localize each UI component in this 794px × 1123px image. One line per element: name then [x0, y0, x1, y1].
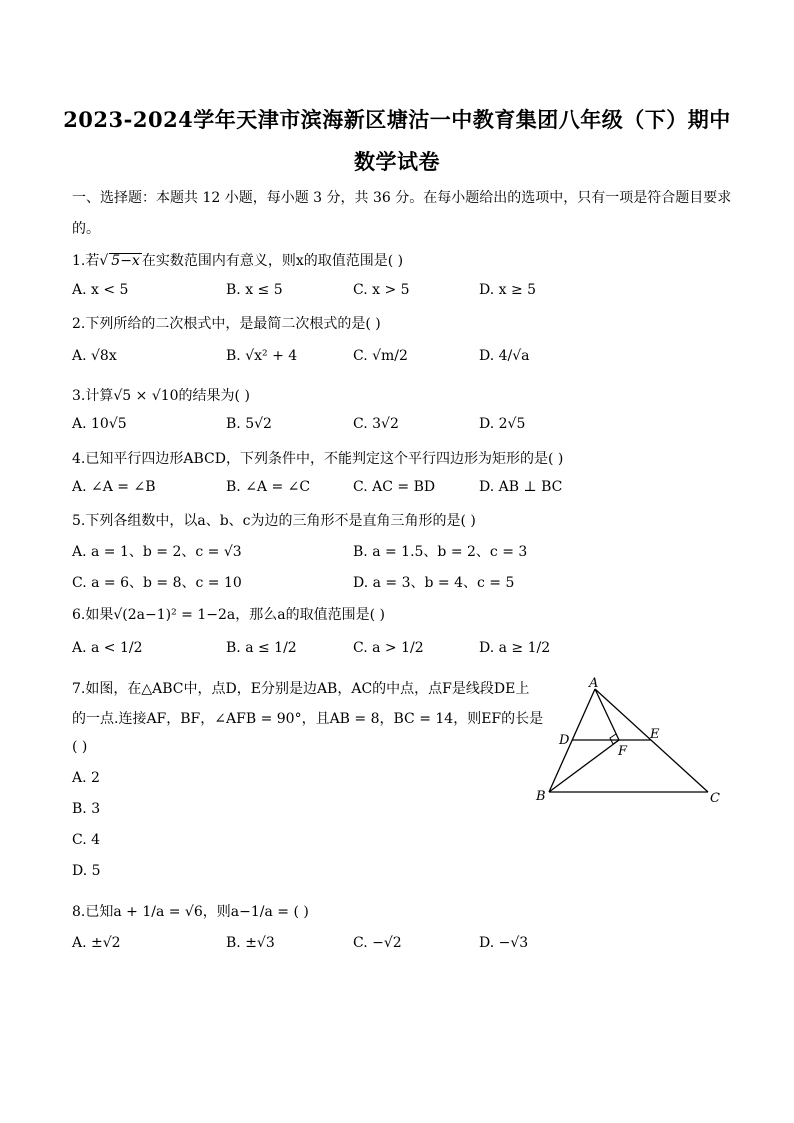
option-a: A. x < 5	[72, 282, 129, 298]
label-e: E	[650, 727, 660, 742]
question-6-stem: 6.如果√(2a−1)² = 1−2a，那么a的取值范围是( )	[72, 607, 385, 623]
label-f: F	[618, 744, 628, 759]
question-7-option-b: B. 3	[72, 801, 101, 817]
option-b: B. a = 1.5、b = 2、c = 3	[353, 544, 528, 560]
label-c: C	[710, 791, 720, 806]
exam-title-line1: 2023-2024学年天津市滨海新区塘沽一中教育集团八年级（下）期中	[63, 107, 731, 132]
section-heading-cont: 的。	[72, 221, 100, 237]
segment-af	[595, 689, 619, 740]
question-4-stem: 4.已知平行四边形ABCD，下列条件中，不能判定这个平行四边形为矩形的是( )	[72, 451, 564, 467]
option-c: C. 3√2	[353, 416, 399, 432]
option-a: A. ∠A = ∠B	[72, 479, 156, 495]
option-a: A. 10√5	[72, 416, 127, 432]
question-2-stem: 2.下列所给的二次根式中，是最简二次根式的是( )	[72, 316, 381, 332]
option-b: B. a ≤ 1/2	[226, 640, 297, 656]
option-b: B. ∠A = ∠C	[226, 479, 311, 495]
option-a: A. ±√2	[72, 935, 121, 951]
option-b: B. x ≤ 5	[226, 282, 283, 298]
option-c: C. a = 6、b = 8、c = 10	[72, 575, 242, 591]
section-heading: 一、选择题：本题共 12 小题，每小题 3 分，共 36 分。在每小题给出的选项中，只有一项是符合题目要求	[72, 190, 732, 206]
option-d: D. −√3	[479, 935, 529, 951]
question-8-stem: 8.已知a + 1/a = √6，则a−1/a = ( )	[72, 904, 309, 920]
question-1-stem	[72, 250, 403, 270]
question-7-option-d: D. 5	[72, 863, 101, 879]
label-a: A	[589, 676, 599, 691]
option-c: C. AC = BD	[353, 479, 436, 495]
option-d: D. AB ⊥ BC	[479, 479, 563, 495]
option-c: C. x > 5	[353, 282, 410, 298]
right-angle-mark	[610, 734, 619, 744]
question-5-stem: 5.下列各组数中，以a、b、c为边的三角形不是直角三角形的是( )	[72, 513, 476, 529]
option-d: D. a ≥ 1/2	[479, 640, 551, 656]
option-d: D. 2√5	[479, 416, 526, 432]
question-7-option-c: C. 4	[72, 832, 101, 848]
option-d: D. 4/√a	[479, 348, 530, 364]
option-c: C. √m/2	[353, 348, 408, 364]
sqrt-symbol: √	[99, 253, 109, 269]
option-b: B. ±√3	[226, 935, 275, 951]
question-7-stem-line3: ( )	[72, 739, 88, 755]
option-a: A. √8x	[72, 348, 117, 364]
option-a: A. a = 1、b = 2、c = √3	[72, 544, 242, 560]
triangle-figure	[528, 676, 728, 806]
exam-title-line2: 数学试卷	[354, 149, 440, 174]
option-b: B. √x² + 4	[226, 348, 298, 364]
label-b: B	[536, 789, 546, 804]
option-d: D. a = 3、b = 4、c = 5	[353, 575, 515, 591]
question-7-option-a: A. 2	[72, 770, 100, 786]
option-c: C. a > 1/2	[353, 640, 424, 656]
option-d: D. x ≥ 5	[479, 282, 537, 298]
label-d: D	[559, 733, 570, 748]
question-7-stem-line2: 的一点.连接AF，BF，∠AFB = 90°，且AB = 8，BC = 14，则EF的长是	[72, 711, 544, 727]
question-3-stem: 3.计算√5 × √10的结果为( )	[72, 388, 250, 404]
option-a: A. a < 1/2	[72, 640, 143, 656]
option-c: C. −√2	[353, 935, 402, 951]
q1-pre: 1.若	[72, 253, 100, 269]
question-7-stem-line1: 7.如图，在△ABC中，点D，E分别是边AB，AC的中点，点F是线段DE上	[72, 681, 530, 697]
q1-radicand: 5−x	[111, 253, 140, 269]
option-b: B. 5√2	[226, 416, 272, 432]
q1-post: 在实数范围内有意义，则x的取值范围是( )	[141, 253, 404, 269]
